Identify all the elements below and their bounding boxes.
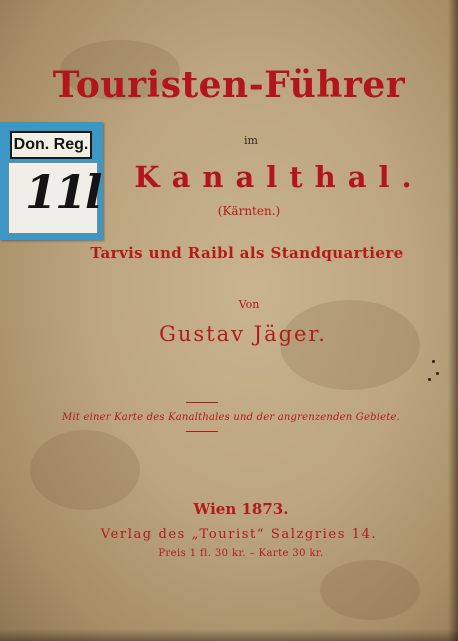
map-note: Mit einer Karte des Kanalthales und der angrenzenden Gebiete. bbox=[62, 412, 400, 423]
book-title: Touristen-Führer bbox=[52, 64, 406, 106]
imprint-publisher: Verlag des „Tourist“ Salzgries 14. bbox=[100, 527, 378, 542]
stamp-number: 11l bbox=[25, 165, 101, 219]
decorative-rule bbox=[186, 431, 218, 432]
page-edge-shadow bbox=[0, 629, 458, 641]
paper-stain bbox=[30, 430, 140, 510]
subtitle: Tarvis und Raibl als Standquartiere bbox=[90, 244, 404, 262]
punch-hole bbox=[428, 378, 431, 381]
title-preposition: im bbox=[244, 134, 258, 147]
author-prefix: Von bbox=[238, 298, 260, 311]
imprint-place-year: Wien 1873. bbox=[193, 500, 289, 518]
stamp-label: Don. Reg. bbox=[10, 131, 92, 159]
library-stamp bbox=[0, 122, 103, 240]
province-label: (Kärnten.) bbox=[217, 204, 281, 218]
page-edge-shadow bbox=[448, 0, 458, 641]
region-title: Kanalthal. bbox=[134, 160, 424, 194]
punch-hole bbox=[436, 372, 439, 375]
author-name: Gustav Jäger. bbox=[159, 322, 327, 346]
imprint-price: Preis 1 fl. 30 kr. – Karte 30 kr. bbox=[158, 548, 324, 559]
punch-hole bbox=[432, 360, 435, 363]
decorative-rule bbox=[186, 402, 218, 403]
stamp-card bbox=[8, 162, 101, 234]
paper-stain bbox=[320, 560, 420, 620]
